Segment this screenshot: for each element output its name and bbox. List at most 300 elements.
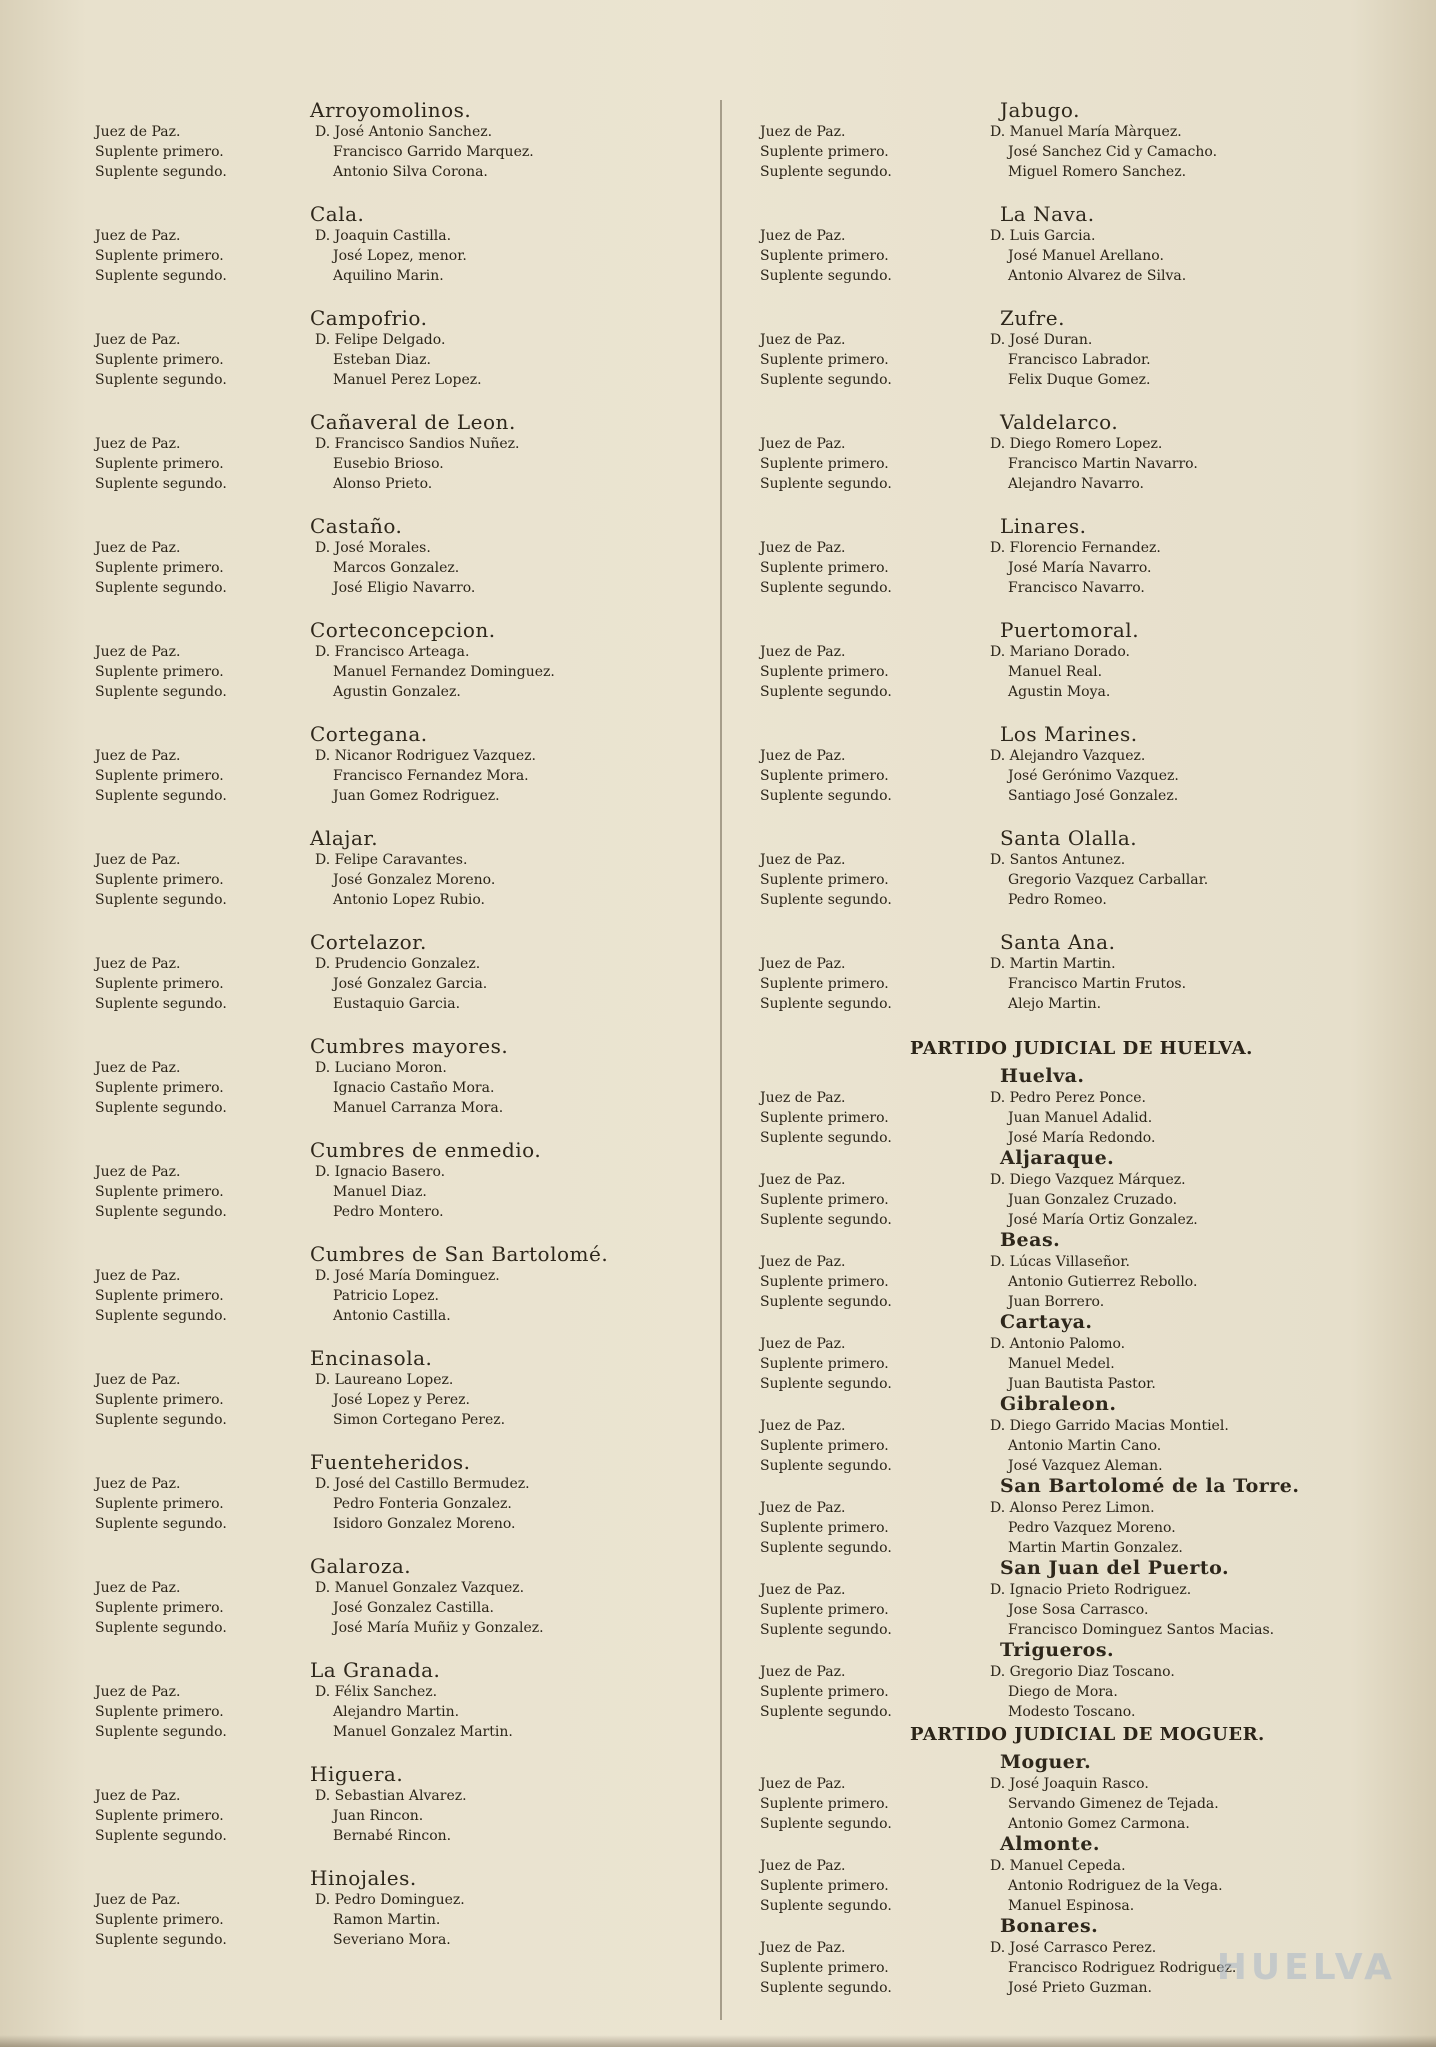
office-row [95,1474,695,1494]
person-name: D. Francisco Arteaga. [315,644,470,660]
office-label: Suplente segundo. [760,892,892,908]
office-label: Suplente segundo. [95,1620,227,1636]
office-label: Juez de Paz. [95,436,181,452]
person-name: Manuel Carranza Mora. [333,1100,504,1116]
entry-left-0 [95,98,695,202]
office-label: Suplente primero. [760,1602,889,1618]
entry-moguer-1 [760,1832,1380,1914]
office-row [95,142,695,162]
person-name: D. José María Dominguez. [315,1268,500,1284]
office-row [95,1266,695,1286]
person-name: D. Diego Garrido Macias Montiel. [990,1418,1229,1434]
office-row [760,330,1380,350]
person-name: José María Ortiz Gonzalez. [1008,1212,1198,1228]
office-label: Suplente segundo. [95,372,227,388]
person-name: D. Diego Romero Lopez. [990,436,1163,452]
person-name: Agustin Moya. [1008,684,1111,700]
person-name: Miguel Romero Sanchez. [1008,164,1187,180]
person-name: D. Diego Vazquez Márquez. [990,1172,1186,1188]
office-row [760,890,1380,910]
person-name: D. Pedro Dominguez. [315,1892,465,1908]
entry-left-4 [95,514,695,618]
person-name: Santiago José Gonzalez. [1008,788,1179,804]
office-row [760,1334,1380,1354]
right-column [760,98,1380,1996]
office-label: Suplente primero. [95,1600,224,1616]
office-row [760,974,1380,994]
person-name: Alejandro Martin. [333,1704,460,1720]
office-label: Juez de Paz. [760,1500,846,1516]
left-column [95,98,695,1970]
office-label: Juez de Paz. [760,852,846,868]
office-label: Suplente segundo. [760,1704,892,1720]
person-name: José Gonzalez Castilla. [333,1600,494,1616]
office-row [95,1098,695,1118]
town-name: Bonares. [1000,1915,1099,1937]
town-name: Cortegana. [310,722,428,746]
office-label: Suplente primero. [760,1110,889,1126]
office-row [760,226,1380,246]
town-name: Puertomoral. [1000,618,1140,642]
office-row [760,350,1380,370]
entry-right_top-6 [760,722,1380,826]
person-name: Francisco Garrido Marquez. [333,144,534,160]
office-row [95,330,695,350]
office-label: Suplente primero. [95,352,224,368]
office-label: Suplente segundo. [760,476,892,492]
office-row [95,454,695,474]
office-row [760,1210,1380,1230]
office-row [760,142,1380,162]
town-name: San Bartolomé de la Torre. [1000,1475,1300,1497]
office-row [760,370,1380,390]
person-name: José Gonzalez Garcia. [333,976,488,992]
person-name: D. Laureano Lopez. [315,1372,454,1388]
entry-huelva-7 [760,1638,1380,1720]
person-name: D. José Antonio Sanchez. [315,124,493,140]
office-label: Suplente segundo. [760,1980,892,1996]
person-name: Manuel Perez Lopez. [333,372,482,388]
office-label: Suplente primero. [95,1080,224,1096]
office-label: Suplente segundo. [760,1130,892,1146]
office-label: Juez de Paz. [760,1172,846,1188]
town-name: Cumbres de San Bartolomé. [310,1242,609,1266]
office-label: Juez de Paz. [760,1254,846,1270]
town-name: Moguer. [1000,1751,1092,1773]
office-row [760,1620,1380,1640]
office-label: Juez de Paz. [95,332,181,348]
office-label: Juez de Paz. [760,1336,846,1352]
office-row [760,578,1380,598]
office-row [95,1618,695,1638]
town-name: Beas. [1000,1229,1061,1251]
office-label: Suplente primero. [95,248,224,264]
person-name: Francisco Labrador. [1008,352,1151,368]
person-name: Antonio Gutierrez Rebollo. [1008,1274,1198,1290]
office-label: Suplente primero. [760,1438,889,1454]
office-row [760,1498,1380,1518]
office-label: Juez de Paz. [760,1582,846,1598]
office-row [760,994,1380,1014]
office-label: Juez de Paz. [95,644,181,660]
person-name: Alonso Prieto. [333,476,433,492]
person-name: Marcos Gonzalez. [333,560,460,576]
person-name: Juan Manuel Adalid. [1008,1110,1153,1126]
person-name: Felix Duque Gomez. [1008,372,1151,388]
person-name: Gregorio Vazquez Carballar. [1008,872,1209,888]
person-name: Manuel Medel. [1008,1356,1115,1372]
office-label: Suplente segundo. [760,1540,892,1556]
office-row [760,1876,1380,1896]
office-label: Suplente primero. [760,976,889,992]
person-name: Bernabé Rincon. [333,1828,452,1844]
office-row [760,1354,1380,1374]
office-label: Juez de Paz. [95,540,181,556]
person-name: José María Muñiz y Gonzalez. [333,1620,544,1636]
office-label: Juez de Paz. [95,1268,181,1284]
person-name: José Prieto Guzman. [1008,1980,1153,1996]
office-row [760,954,1380,974]
office-row [95,974,695,994]
person-name: D. Alonso Perez Limon. [990,1500,1155,1516]
office-row [760,662,1380,682]
office-row [760,1272,1380,1292]
office-label: Suplente primero. [95,1704,224,1720]
office-label: Suplente primero. [760,768,889,784]
office-row [760,786,1380,806]
office-row [95,1930,695,1950]
office-label: Suplente primero. [95,976,224,992]
person-name: D. Felipe Caravantes. [315,852,468,868]
person-name: D. Francisco Sandios Nuñez. [315,436,520,452]
office-label: Juez de Paz. [95,1476,181,1492]
office-row [95,1410,695,1430]
person-name: Patricio Lopez. [333,1288,439,1304]
entry-huelva-4 [760,1392,1380,1474]
office-label: Juez de Paz. [760,124,846,140]
office-row [95,1702,695,1722]
person-name: Eusebio Brioso. [333,456,444,472]
office-label: Suplente primero. [95,872,224,888]
office-row [95,162,695,182]
office-row [95,682,695,702]
office-row [95,1786,695,1806]
entry-huelva-1 [760,1146,1380,1228]
entry-left-5 [95,618,695,722]
office-row [95,1162,695,1182]
town-name: Encinasola. [310,1346,433,1370]
entry-huelva-5 [760,1474,1380,1556]
office-label: Suplente segundo. [760,1212,892,1228]
person-name: D. José Joaquin Rasco. [990,1776,1149,1792]
person-name: Francisco Dominguez Santos Macias. [1008,1622,1275,1638]
town-name: Cumbres mayores. [310,1034,509,1058]
person-name: D. Antonio Palomo. [990,1336,1126,1352]
office-row [95,746,695,766]
office-label: Suplente primero. [95,456,224,472]
person-name: Manuel Gonzalez Martin. [333,1724,513,1740]
office-row [95,1514,695,1534]
office-label: Suplente segundo. [95,1516,227,1532]
entry-huelva-6 [760,1556,1380,1638]
person-name: D. Luciano Moron. [315,1060,447,1076]
office-label: Suplente primero. [760,1878,889,1894]
person-name: Simon Cortegano Perez. [333,1412,506,1428]
office-label: Suplente segundo. [95,1308,227,1324]
office-row [760,1896,1380,1916]
entry-right_top-1 [760,202,1380,306]
office-row [760,558,1380,578]
office-label: Juez de Paz. [760,1090,846,1106]
office-label: Juez de Paz. [760,436,846,452]
entry-left-8 [95,930,695,1034]
office-label: Juez de Paz. [760,1418,846,1434]
town-name: Cumbres de enmedio. [310,1138,542,1162]
office-label: Suplente segundo. [95,1724,227,1740]
office-row [760,434,1380,454]
office-label: Juez de Paz. [95,1164,181,1180]
entry-left-9 [95,1034,695,1138]
person-name: Ramon Martin. [333,1912,441,1928]
office-row [760,1252,1380,1272]
office-row [95,662,695,682]
office-label: Juez de Paz. [95,1060,181,1076]
office-row [760,1518,1380,1538]
person-name: D. Alejandro Vazquez. [990,748,1146,764]
office-label: Suplente segundo. [95,1204,227,1220]
person-name: José Gonzalez Moreno. [333,872,496,888]
office-label: Suplente segundo. [95,1828,227,1844]
office-label: Suplente primero. [760,1684,889,1700]
office-row [95,370,695,390]
person-name: Jose Sosa Carrasco. [1008,1602,1149,1618]
person-name: D. Luis Garcia. [990,228,1096,244]
entry-left-3 [95,410,695,514]
office-label: Suplente primero. [95,1184,224,1200]
town-name: Alajar. [310,826,379,850]
office-label: Suplente primero. [760,1960,889,1976]
office-row [95,1306,695,1326]
entry-left-17 [95,1866,695,1970]
office-label: Suplente primero. [760,1520,889,1536]
office-row [760,246,1380,266]
partido-huelva-heading: PARTIDO JUDICIAL DE HUELVA. [910,1038,1253,1059]
town-name: Los Marines. [1000,722,1138,746]
person-name: Manuel Diaz. [333,1184,427,1200]
office-row [95,1682,695,1702]
town-name: Trigueros. [1000,1639,1115,1661]
entry-left-7 [95,826,695,930]
office-row [95,578,695,598]
office-label: Suplente primero. [95,144,224,160]
person-name: José Vazquez Aleman. [1008,1458,1163,1474]
person-name: Esteban Diaz. [333,352,431,368]
person-name: Antonio Castilla. [333,1308,451,1324]
office-label: Suplente segundo. [95,164,227,180]
person-name: José Manuel Arellano. [1008,248,1164,264]
column-divider [720,100,722,2020]
person-name: D. José Duran. [990,332,1093,348]
office-row [760,1662,1380,1682]
office-label: Suplente segundo. [760,1816,892,1832]
office-row [95,1578,695,1598]
town-name: Cala. [310,202,365,226]
person-name: D. Lúcas Villaseñor. [990,1254,1130,1270]
page-edge-shadow [0,2035,1436,2047]
office-label: Suplente segundo. [760,164,892,180]
office-row [760,454,1380,474]
office-row [95,1202,695,1222]
town-name: Campofrio. [310,306,428,330]
office-label: Suplente primero. [95,768,224,784]
office-row [760,1538,1380,1558]
person-name: Martin Martin Gonzalez. [1008,1540,1183,1556]
person-name: D. José del Castillo Bermudez. [315,1476,530,1492]
person-name: D. Sebastian Alvarez. [315,1788,467,1804]
person-name: Modesto Toscano. [1008,1704,1136,1720]
person-name: Francisco Martin Navarro. [1008,456,1198,472]
entry-left-13 [95,1450,695,1554]
office-label: Suplente segundo. [760,580,892,596]
office-row [760,1456,1380,1476]
town-name: Cañaveral de Leon. [310,410,516,434]
office-row [95,266,695,286]
person-name: D. Santos Antunez. [990,852,1126,868]
office-label: Juez de Paz. [760,540,846,556]
person-name: Antonio Silva Corona. [333,164,488,180]
office-row [760,1108,1380,1128]
office-label: Suplente primero. [760,1356,889,1372]
office-label: Suplente primero. [760,872,889,888]
office-row [95,122,695,142]
person-name: Pedro Fonteria Gonzalez. [333,1496,512,1512]
town-name: Castaño. [310,514,403,538]
office-label: Suplente primero. [760,248,889,264]
office-row [760,766,1380,786]
office-label: Suplente primero. [95,1912,224,1928]
office-label: Juez de Paz. [95,1684,181,1700]
office-label: Juez de Paz. [760,644,846,660]
town-name: Santa Ana. [1000,930,1116,954]
office-label: Suplente primero. [760,144,889,160]
person-name: José Sanchez Cid y Camacho. [1008,144,1218,160]
office-row [95,1370,695,1390]
office-row [95,226,695,246]
office-row [95,1390,695,1410]
person-name: Antonio Rodriguez de la Vega. [1008,1878,1223,1894]
town-name: Santa Olalla. [1000,826,1138,850]
office-label: Juez de Paz. [760,956,846,972]
person-name: Pedro Vazquez Moreno. [1008,1520,1176,1536]
office-label: Suplente segundo. [760,1376,892,1392]
office-row [95,1078,695,1098]
office-label: Juez de Paz. [760,1940,846,1956]
entry-left-14 [95,1554,695,1658]
entry-right_top-8 [760,930,1380,1034]
office-row [760,850,1380,870]
town-name: Gibraleon. [1000,1393,1117,1415]
office-label: Juez de Paz. [95,1372,181,1388]
office-row [760,1292,1380,1312]
person-name: Francisco Martin Frutos. [1008,976,1187,992]
office-row [760,1682,1380,1702]
office-row [95,1058,695,1078]
office-row [760,538,1380,558]
office-row [95,1890,695,1910]
office-row [95,350,695,370]
person-name: D. Martin Martin. [990,956,1116,972]
person-name: Ignacio Castaño Mora. [333,1080,495,1096]
office-row [760,1374,1380,1394]
office-label: Juez de Paz. [760,332,846,348]
person-name: D. Prudencio Gonzalez. [315,956,481,972]
office-label: Suplente primero. [760,1796,889,1812]
person-name: D. Florencio Fernandez. [990,540,1161,556]
office-row [95,246,695,266]
office-row [95,870,695,890]
office-row [760,474,1380,494]
person-name: Servando Gimenez de Tejada. [1008,1796,1219,1812]
office-row [95,1598,695,1618]
person-name: Pedro Montero. [333,1204,444,1220]
office-row [95,538,695,558]
person-name: D. Felipe Delgado. [315,332,446,348]
town-name: Arroyomolinos. [310,98,472,122]
town-name: Zufre. [1000,306,1065,330]
person-name: Antonio Alvarez de Silva. [1008,268,1187,284]
entry-left-2 [95,306,695,410]
office-label: Juez de Paz. [760,1858,846,1874]
office-row [760,1088,1380,1108]
office-label: Suplente primero. [760,352,889,368]
town-name: San Juan del Puerto. [1000,1557,1230,1579]
entry-left-15 [95,1658,695,1762]
person-name: D. Ignacio Basero. [315,1164,446,1180]
office-row [760,682,1380,702]
office-row [760,1416,1380,1436]
office-label: Suplente segundo. [760,1458,892,1474]
person-name: Alejandro Navarro. [1008,476,1144,492]
office-label: Suplente primero. [95,664,224,680]
town-name: La Granada. [310,1658,441,1682]
entry-left-11 [95,1242,695,1346]
person-name: Juan Gonzalez Cruzado. [1008,1192,1178,1208]
town-name: Corteconcepcion. [310,618,496,642]
entry-huelva-3 [760,1310,1380,1392]
office-row [95,850,695,870]
office-row [95,1826,695,1846]
office-label: Suplente primero. [760,1274,889,1290]
office-label: Juez de Paz. [95,124,181,140]
person-name: Manuel Fernandez Dominguez. [333,664,555,680]
office-label: Suplente segundo. [95,788,227,804]
office-row [760,1794,1380,1814]
person-name: Eustaquio Garcia. [333,996,461,1012]
person-name: Agustin Gonzalez. [333,684,461,700]
office-row [760,642,1380,662]
office-label: Juez de Paz. [95,748,181,764]
office-row [95,1806,695,1826]
office-row [95,766,695,786]
person-name: Juan Rincon. [333,1808,424,1824]
office-row [760,746,1380,766]
entry-left-12 [95,1346,695,1450]
office-label: Suplente segundo. [95,684,227,700]
office-label: Suplente segundo. [95,580,227,596]
person-name: Manuel Real. [1008,664,1103,680]
office-label: Juez de Paz. [95,228,181,244]
person-name: D. José Carrasco Perez. [990,1940,1157,1956]
